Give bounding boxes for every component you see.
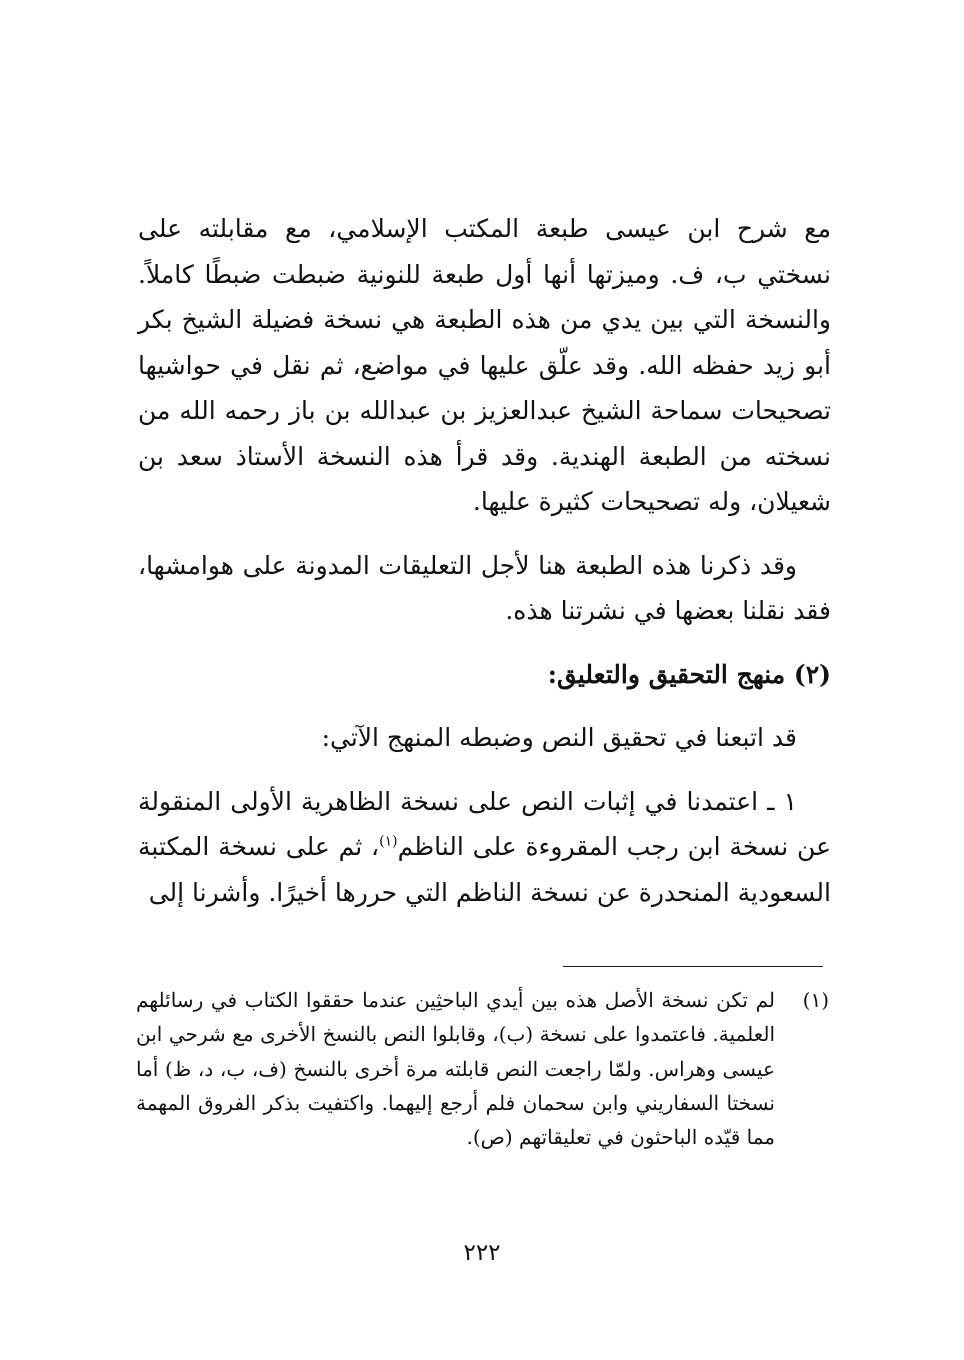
footnote-1-text: لم تكن نسخة الأصل هذه بين أيدي الباحثِين عندما حققوا الكتاب في رسائلهم العلمية. فاعتمدوا على نسخة (ب)، وقابلوا النص بالنسخ الأخرى مع شرحي ابن عيسى وهراس. ولمّا راجعت النص قابلته مرة أخرى بالنسخ (ف، ب، د، ظ) أما نسختا السفاريني وابن سحمان فلم أرجع إليهما. واكتفيت بذكر الفروق المهمة مما قيّده الباحثون في تعليقاتهم (ص). [136,988,775,1150]
footnotes [136,983,829,1154]
footnote-1 [136,983,829,1154]
page-number: ٢٢٢ [463,1240,501,1266]
paragraph-2: وقد ذكرنا هذه الطبعة هنا لأجل التعليقات المدونة على هوامشها، فقد نقلنا بعضها في نشرتنا هذه. [138,550,831,625]
paragraph-4 [138,779,831,916]
footnote-reference[interactable]: (١) [379,833,398,850]
paragraph-4-text-end: ، ثم على نسخة المكتبة السعودية المنحدرة عن نسخة الناظم التي حررها أخيرًا. وأشرنا إلى [138,832,831,907]
main-text [138,206,831,915]
paragraph-4-text-start: ١ ـ اعتمدنا في إثبات النص على نسخة الظاهرية الأولى المنقولة عن نسخة ابن رجب المقروءة على الناظم [138,786,831,861]
paragraph-1: مع شرح ابن عيسى طبعة المكتب الإسلامي، مع مقابلته على نسختي ب، ف. وميزتها أنها أول طبعة للنونية ضبطت ضبطًا كاملاً. والنسخة التي بين يدي من هذه الطبعة هي نسخة فضيلة الشيخ بكر أبو زيد حفظه الله. وقد علّق عليها في مواضع، ثم نقل في حواشيها تصحيحات سماحة الشيخ عبدالعزيز بن عبدالله بن باز رحمه الله من نسخته من الطبعة الهندية. وقد قرأ هذه النسخة الأستاذ سعد بن شعيلان، وله تصحيحات كثيرة عليها. [138,214,831,516]
paragraph-3: قد اتبعنا في تحقيق النص وضبطه المنهج الآتي: [321,723,797,752]
footnote-1-marker: (١) [802,988,829,1012]
section-heading: (٢) منهج التحقيق والتعليق: [547,659,831,689]
footnote-separator [563,966,823,967]
